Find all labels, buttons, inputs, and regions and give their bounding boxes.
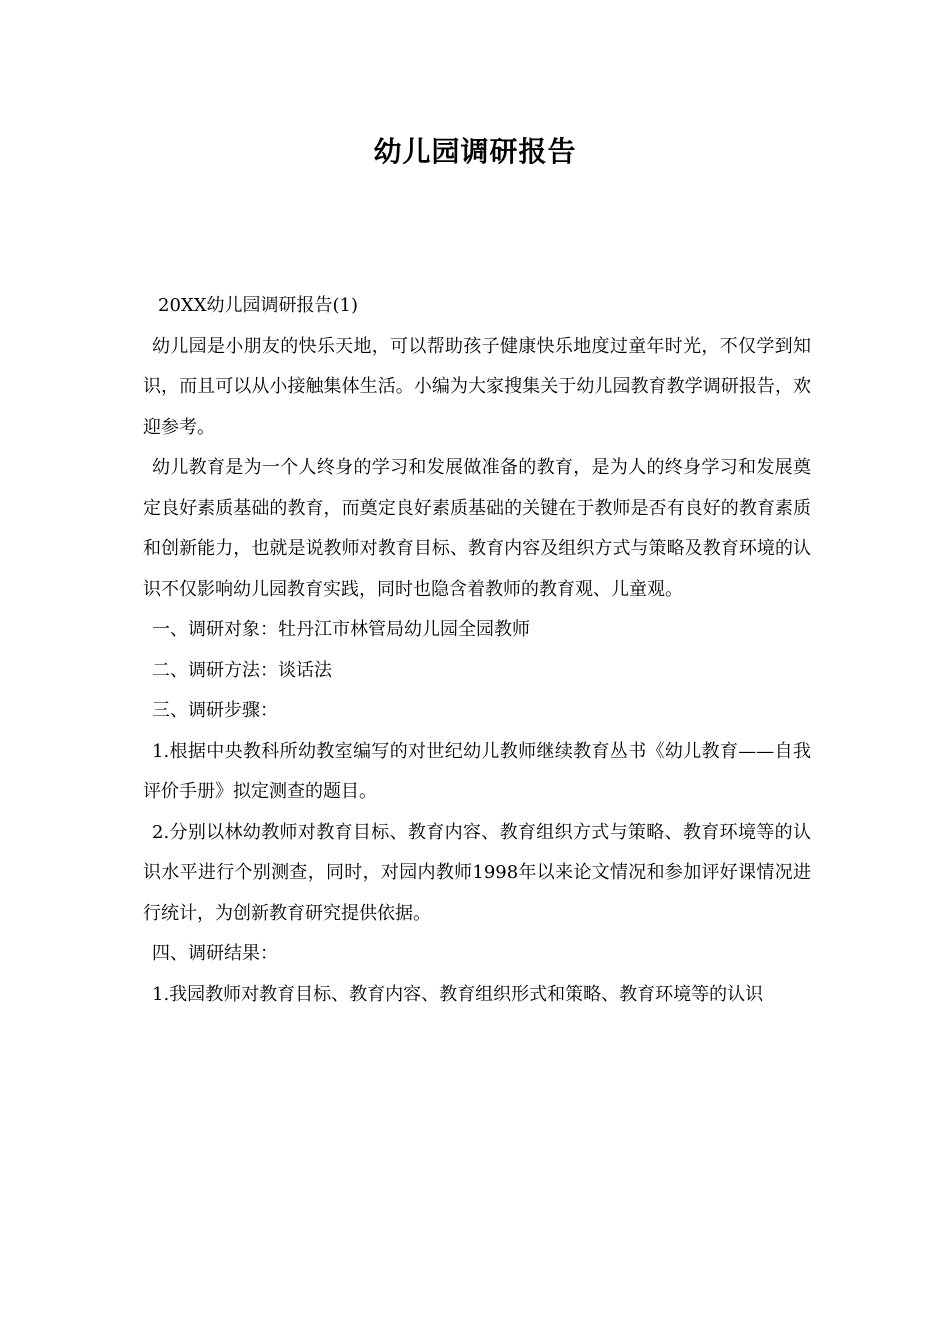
result-item-1: 1.我园教师对教育目标、教育内容、教育组织形式和策略、教育环境等的认识	[152, 983, 764, 1005]
step-item-1: 1.根据中央教科所幼教室编写的对世纪幼儿教师继续教育丛书《幼儿教育——自我评价手册》拟定测查的题目。	[143, 740, 811, 802]
intro-paragraph: 幼儿园是小朋友的快乐天地，可以帮助孩子健康快乐地度过童年时光，不仅学到知识，而且可以从小接触集体生活。小编为大家搜集关于幼儿园教育教学调研报告，欢迎参考。	[143, 335, 811, 438]
section-research-steps: 三、调研步骤：	[152, 700, 278, 721]
document-title: 幼儿园调研报告	[373, 135, 577, 168]
section-research-method: 二、调研方法：谈话法	[152, 659, 332, 681]
report-subtitle: 20XX幼儿园调研报告(1)	[158, 295, 359, 316]
education-paragraph: 幼儿教育是为一个人终身的学习和发展做准备的教育，是为人的终身学习和发展奠定良好素质基础的教育，而奠定良好素质基础的关键在于教师是否有良好的教育素质和创新能力，也就是说教师对教育目标、教育内容及组织方式与策略及教育环境的认识不仅影响幼儿园教育实践，同时也隐含着教师的教育观、儿童观。	[143, 457, 811, 600]
document-body	[143, 286, 811, 1015]
section-research-results: 四、调研结果：	[152, 943, 278, 964]
step-item-2: 2.分别以林幼教师对教育目标、教育内容、教育组织方式与策略、教育环境等的认识水平进行个别测查，同时，对园内教师1998年以来论文情况和参加评好课情况进行统计，为创新教育研究提供依据。	[143, 821, 811, 924]
section-research-subject: 一、调研对象：牡丹江市林管局幼儿园全园教师	[152, 619, 530, 640]
